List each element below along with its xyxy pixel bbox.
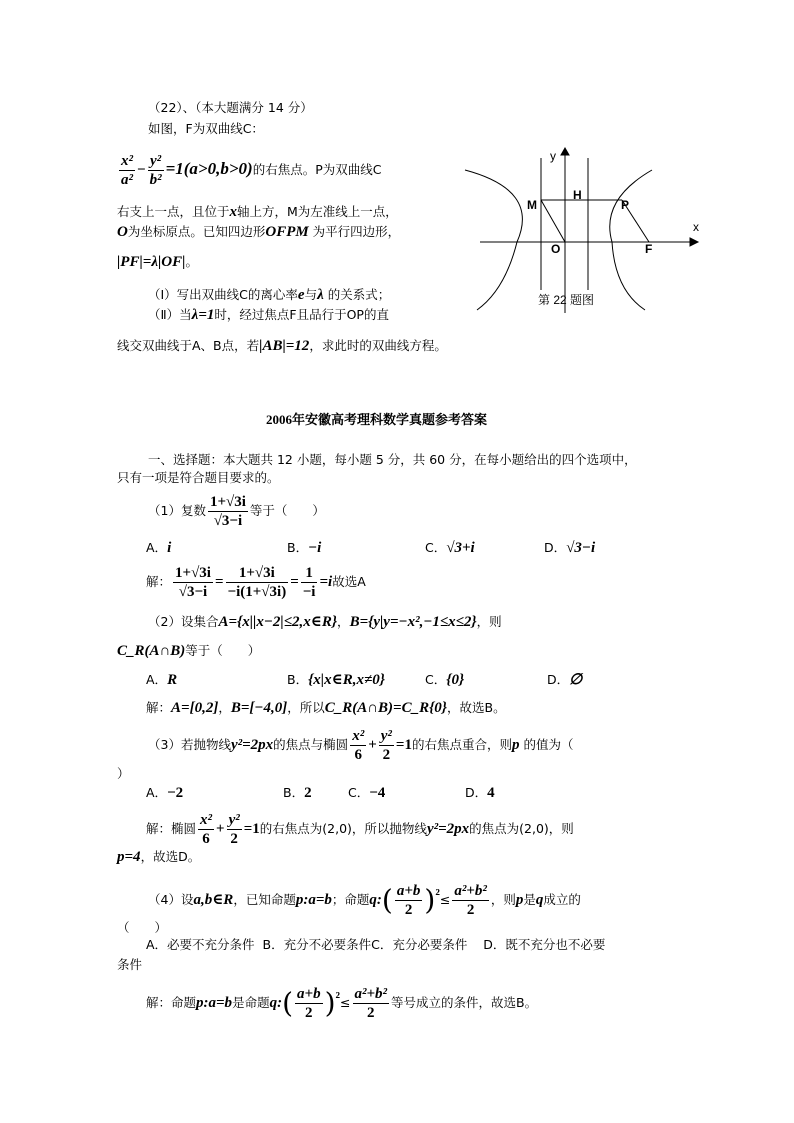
q2-option-c: C．{0} [425, 672, 465, 688]
label-x: x [693, 220, 699, 234]
label-f: F [645, 242, 653, 256]
hyperbola-figure [0, 0, 794, 400]
label-m: M [527, 198, 537, 212]
q2-solution: 解：A=[0,2]，B=[−4,0]，所以C_R(A∩B)=C_R{0}，故选B。 [146, 700, 506, 716]
q3-option-c: C．−4 [348, 785, 386, 801]
q3-solution-cont: p=4，故选D。 [117, 849, 201, 865]
q4-solution: 解：命题p:a=b是命题q:( $\frac{a+b}{2}$ )$^{^2}$≤ $\frac{\text{a²+b²}}{2}$ 等号成立的条件，故选B。 [146, 986, 538, 1022]
hyperbola-equation: $\frac{\text{x²}}{\text{a²}}$ − $\frac{\text{y²}}{\text{b²}}$ =1(a>0,b>0)的右焦点。P为双曲线C [121, 153, 382, 188]
q2-stem-cont: C_R(A∩B)等于（ ） [117, 643, 261, 659]
q1-option-b: B．−i [287, 540, 322, 556]
problem22-line5: |PF|=λ|OF|。 [117, 254, 198, 270]
section1-intro-cont: 只有一项是符合题目要求的。 [117, 470, 280, 485]
x-axis-arrow-icon [690, 238, 698, 246]
label-o: O [551, 242, 561, 256]
section1-intro: 一、选择题：本大题共 12 小题，每小题 5 分，共 60 分，在每小题给出的四个选项中， [148, 452, 637, 467]
q1-option-a: A．i [146, 540, 172, 556]
q3-close-paren: ） [117, 766, 130, 781]
left-branch [465, 170, 522, 310]
label-y: y [550, 149, 556, 163]
q3-option-a: A．−2 [146, 785, 184, 801]
problem22-part2: （Ⅱ）当λ=1时，经过焦点F且品行于OP的直 [148, 307, 389, 323]
right-branch [610, 170, 652, 310]
q3-option-b: B．2 [283, 785, 312, 801]
q2-stem: （2）设集合A={x||x−2|≤2,x∈R}，B={y|y=−x²,−1≤x≤2}，则 [148, 614, 502, 630]
problem22-part1: （Ⅰ）写出双曲线C的离心率e与λ 的关系式； [148, 287, 391, 303]
q3-option-d: D．4 [465, 785, 495, 801]
segment-mo [541, 200, 565, 242]
problem22-line4: O为坐标原点。已知四边形OFPM 为平行四边形， [117, 224, 401, 240]
y-axis-arrow-icon [561, 148, 569, 155]
q2-option-b: B．{x|x∈R,x≠0} [287, 672, 385, 688]
q4-options-cont: 条件 [117, 957, 143, 972]
q4-options: A．必要不充分条件 B．充分不必要条件C．充分必要条件 D．既不充分也不必要 [146, 937, 606, 952]
label-p: P [621, 198, 630, 212]
q1-option-d: D．√3−i [544, 540, 596, 556]
problem22-part2-cont: 线交双曲线于A、B点，若|AB|=12，求此时的双曲线方程。 [117, 338, 447, 354]
q2-option-a: A．R [146, 672, 178, 688]
problem22-heading: （22）、（本大题满分 14 分） [148, 100, 313, 115]
q3-solution: 解：椭圆 $\frac{\text{x²}}{6}$ + $\frac{\text{y²}}{2}$ =1的右焦点为(2,0)，所以抛物线y²=2px的焦点为(2,0)，则 [146, 812, 574, 847]
q2-option-d: D．∅ [547, 672, 583, 688]
problem22-intro: 如图，F为双曲线C： [148, 121, 264, 136]
answers-title: 2006年安徽高考理科数学真题参考答案 [266, 412, 488, 427]
q1-option-c: C．√3+i [425, 540, 475, 556]
figure-caption: 第 22 题图 [538, 293, 595, 307]
problem22-line3: 右支上一点，且位于x轴上方，M为左准线上一点， [117, 204, 398, 220]
q4-paren: （ ） [117, 920, 168, 935]
q4-stem: （4）设a,b∈R，已知命题p:a=b；命题q:( $\frac{a+b}{2}$ )$^{^2}$≤ $\frac{\text{a²+b²}}{2}$ ，则p是q成立的 [148, 883, 581, 919]
q1-solution: 解： $\frac{1+√3i}{√3-i}$ = $\frac{1+√3i}{-i(1+√3i)}$ = $\frac{1}{-i}$ =i故选A [146, 565, 366, 600]
label-h: H [573, 188, 582, 202]
q1-stem: （1）复数 $\frac{1+√3i}{√3-i}$ 等于（ ） [148, 494, 325, 529]
q3-stem: （3）若抛物线y²=2px的焦点与椭圆 $\frac{\text{x²}}{6}$ + $\frac{\text{y²}}{2}$ =1的右焦点重合，则p 的值为（ [148, 728, 574, 763]
